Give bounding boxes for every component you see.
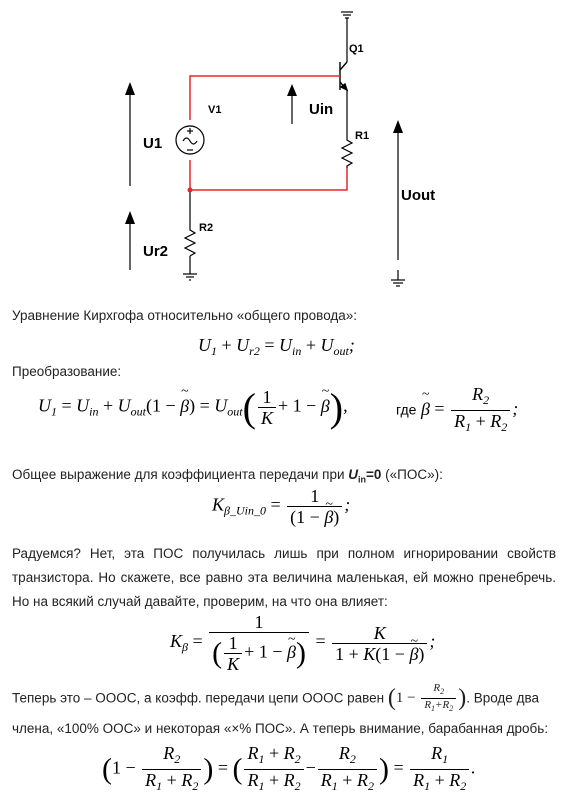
- arrow-u1: [125, 82, 135, 186]
- label-uin: Uin: [309, 101, 334, 118]
- voltage-source-v1: [176, 126, 204, 154]
- beta-definition: где ~ β = $\frac{R_2}{R_1 + R_2}$ ;: [396, 384, 518, 437]
- paragraph-drumroll: члена, «100% ООС» и некоторая «×% ПОС». А теперь внимание, барабанная дробь:: [12, 721, 549, 736]
- transform-label: Преобразование:: [12, 364, 122, 379]
- final-identity: (1 − $\frac{R_2}{R_1 + R_2}$ ) = ( $\frac{R_1 + R_2}{R_1 + R_2}$ − $\frac{R_2}{R_1 + R_2}$ ) = $\frac{R_1}{R_1 + R_2}$ .: [102, 743, 476, 793]
- label-u1: U1: [143, 135, 163, 152]
- pos-gain-formula: $K_{\beta\_Uin\_0}$ = $\frac{1}{(1 - \sim \beta)}$ ;: [212, 486, 350, 527]
- general-expression-intro: Общее выражение для коэффициента передачи при $U_{in}=0$ («ПОС»):: [12, 467, 443, 485]
- resistor-r2: [185, 226, 195, 256]
- label-r1: R1: [355, 130, 370, 142]
- kirchhoff-intro: Уравнение Кирхгофа относительно «общего провода»:: [12, 308, 358, 323]
- arrow-uin: [287, 84, 297, 124]
- paragraph-check: Радуемся? Нет, эта ПОС получилась лишь при полном игнорировании свойств транзистора. Но скажете, все равно эта величина маленькая, ей можно пренебречь. Но на всякий случай давайте, проверим, на что она влияет:: [12, 546, 556, 609]
- kirchhoff-equation: $U_1 + U_{r2} = U_{in} + U_{out}$;: [198, 335, 355, 358]
- label-v1: V1: [208, 104, 222, 116]
- ground-symbol-left: [183, 274, 197, 280]
- label-q1: Q1: [349, 43, 364, 55]
- transistor-q1: [340, 62, 347, 90]
- gain-formula-full: $K_\beta$ = 1 ( $\frac{1}{K}$ + 1 − ~ β) = $\frac{K}{1 + K(1 - \sim \beta)}$ ;: [170, 612, 435, 674]
- junction-dot: [188, 188, 193, 193]
- resistor-r1: [342, 136, 352, 168]
- feedback-loop-wire: [190, 76, 347, 190]
- label-ur2: Ur2: [143, 243, 169, 260]
- paragraph-feedback: Теперь это – ОООС, а коэфф. передачи цепи ОООС равен (1 − $\frac{R_2}{R_1+R_2}$ ). Вроде два: [12, 682, 539, 714]
- arrow-ur2: [125, 211, 135, 270]
- circuit-schematic: [0, 0, 572, 300]
- label-r2: R2: [199, 222, 214, 234]
- label-uout: Uout: [401, 187, 436, 204]
- transform-equation: $U_1 = U_{in} + U_{out}(1$ − ~ $\beta) = U_{out}$( $\frac{1}{K}$ + 1 − ~ β),: [38, 384, 348, 431]
- ground-symbol-right: [391, 270, 405, 286]
